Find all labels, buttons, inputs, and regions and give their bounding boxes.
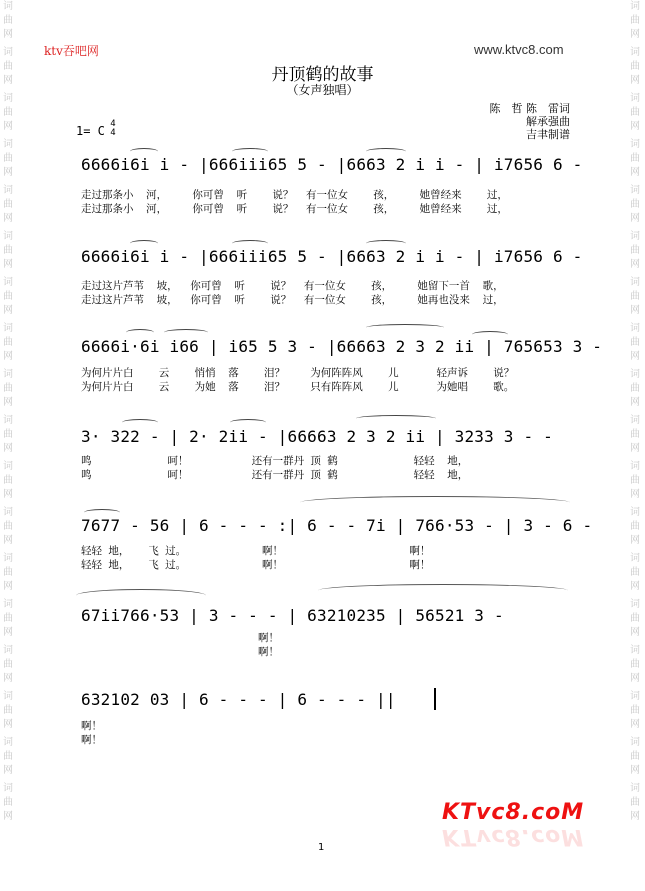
notation-line-2: 6666i6i i - |666iii65 5 - |6663 2 i i - | i7656 6 - (81, 247, 583, 266)
brand-logo-reflection: KTvc8.coM (442, 824, 585, 849)
lyric-line-5-verse-2: 轻轻 地， 飞 过。 啊！ 啊！ (81, 559, 431, 571)
notation-line-1: 6666i6i i - |666iii65 5 - |6663 2 i i - | i7656 6 - (81, 155, 583, 174)
slur (122, 419, 158, 426)
lyric-line-1-verse-2: 走过那条小 河， 你可曾 听 说？ 有一位女 孩， 她曾经来 过， (81, 203, 508, 215)
time-signature (108, 120, 118, 138)
lyric-line-7-verse-2: 啊！ (81, 734, 102, 746)
slur (366, 148, 406, 155)
slur (84, 509, 120, 516)
notation-line-6: 67ii766·53 | 3 - - - | 63210235 | 56521 3 - (81, 606, 504, 625)
slur (232, 148, 268, 155)
side-watermark-right: 词曲网 词曲网 词曲网 词曲网 词曲网 词曲网 词曲网 词曲网 词曲网 词曲网 词曲网 词曲网 词曲网 词曲网 词曲网 词曲网 词曲网 词曲网 (630, 1, 640, 822)
time-sig-top: 4 (110, 119, 116, 129)
slur (164, 329, 208, 336)
site-url[interactable]: www.ktvc8.com (474, 42, 564, 57)
lyric-line-7-verse-1: 啊！ (81, 720, 102, 732)
lyric-line-5-verse-1: 轻轻 地， 飞 过。 啊！ 啊！ (81, 545, 431, 557)
page-number: 1 (318, 842, 325, 853)
notation-line-5: 7677 - 56 | 6 - - - :| 6 - - 7i | 766·53 - | 3 - 6 - (81, 516, 593, 535)
lyric-line-2-verse-1: 走过这片芦苇 坡， 你可曾 听 说？ 有一位女 孩， 她留下一首 歌， (81, 280, 504, 292)
song-subtitle: （女声独唱） (286, 83, 359, 97)
side-watermark-left: 词曲网 词曲网 词曲网 词曲网 词曲网 词曲网 词曲网 词曲网 词曲网 词曲网 词曲网 词曲网 词曲网 词曲网 词曲网 词曲网 词曲网 词曲网 (3, 1, 13, 822)
credit-lyricist: 陈 哲 陈 雷词 (489, 102, 570, 115)
notation-line-7: 632102 03 | 6 - - - | 6 - - - || (81, 690, 396, 709)
slur (126, 329, 154, 336)
slur (130, 240, 158, 247)
phrase-slur (76, 589, 206, 602)
phrase-slur (318, 584, 568, 597)
lyric-line-4-verse-2: 鸣 呵！ 还有一群丹 顶 鹤 轻轻 地， (81, 469, 469, 481)
lyric-line-4-verse-1: 鸣 呵！ 还有一群丹 顶 鹤 轻轻 地， (81, 455, 469, 467)
credit-composer: 解承强曲 (526, 115, 570, 128)
lyric-line-2-verse-2: 走过这片芦苇 坡， 你可曾 听 说？ 有一位女 孩， 她再也没来 过， (81, 294, 504, 306)
time-sig-bottom: 4 (110, 128, 116, 138)
notation-line-4: 3· 322 - | 2· 2ii - |66663 2 3 2 ii | 3233 3 - - (81, 427, 553, 446)
slur (356, 415, 436, 422)
notation-line-3: 6666i·6i i66 | i65 5 3 - |66663 2 3 2 ii | 765653 3 - (81, 337, 603, 356)
key-signature: 1= C (76, 124, 105, 138)
lyric-line-1-verse-1: 走过那条小 河， 你可曾 听 说？ 有一位女 孩， 她曾经来 过， (81, 189, 508, 201)
slur (130, 148, 158, 155)
slur (366, 324, 444, 331)
lyric-line-3-verse-1: 为何片片白 云 悄悄 落 泪？ 为何阵阵风 儿 轻声诉 说？ (81, 367, 515, 379)
phrase-slur (300, 496, 570, 509)
lyric-line-6-verse-1: 啊！ (81, 632, 280, 644)
slur (230, 419, 266, 426)
brand-logo: KTvc8.coM (442, 800, 585, 825)
slur (366, 240, 406, 247)
song-title: 丹顶鹤的故事 (271, 65, 374, 85)
credit-transcriber: 吉聿制谱 (526, 128, 570, 141)
lyric-line-6-verse-2: 啊！ (81, 646, 280, 658)
final-barline (434, 688, 436, 710)
slur (232, 240, 268, 247)
site-logo[interactable]: ktv吞吧网 (44, 44, 99, 58)
lyric-line-3-verse-2: 为何片片白 云 为她 落 泪？ 只有阵阵风 儿 为她唱 歌。 (81, 381, 515, 393)
